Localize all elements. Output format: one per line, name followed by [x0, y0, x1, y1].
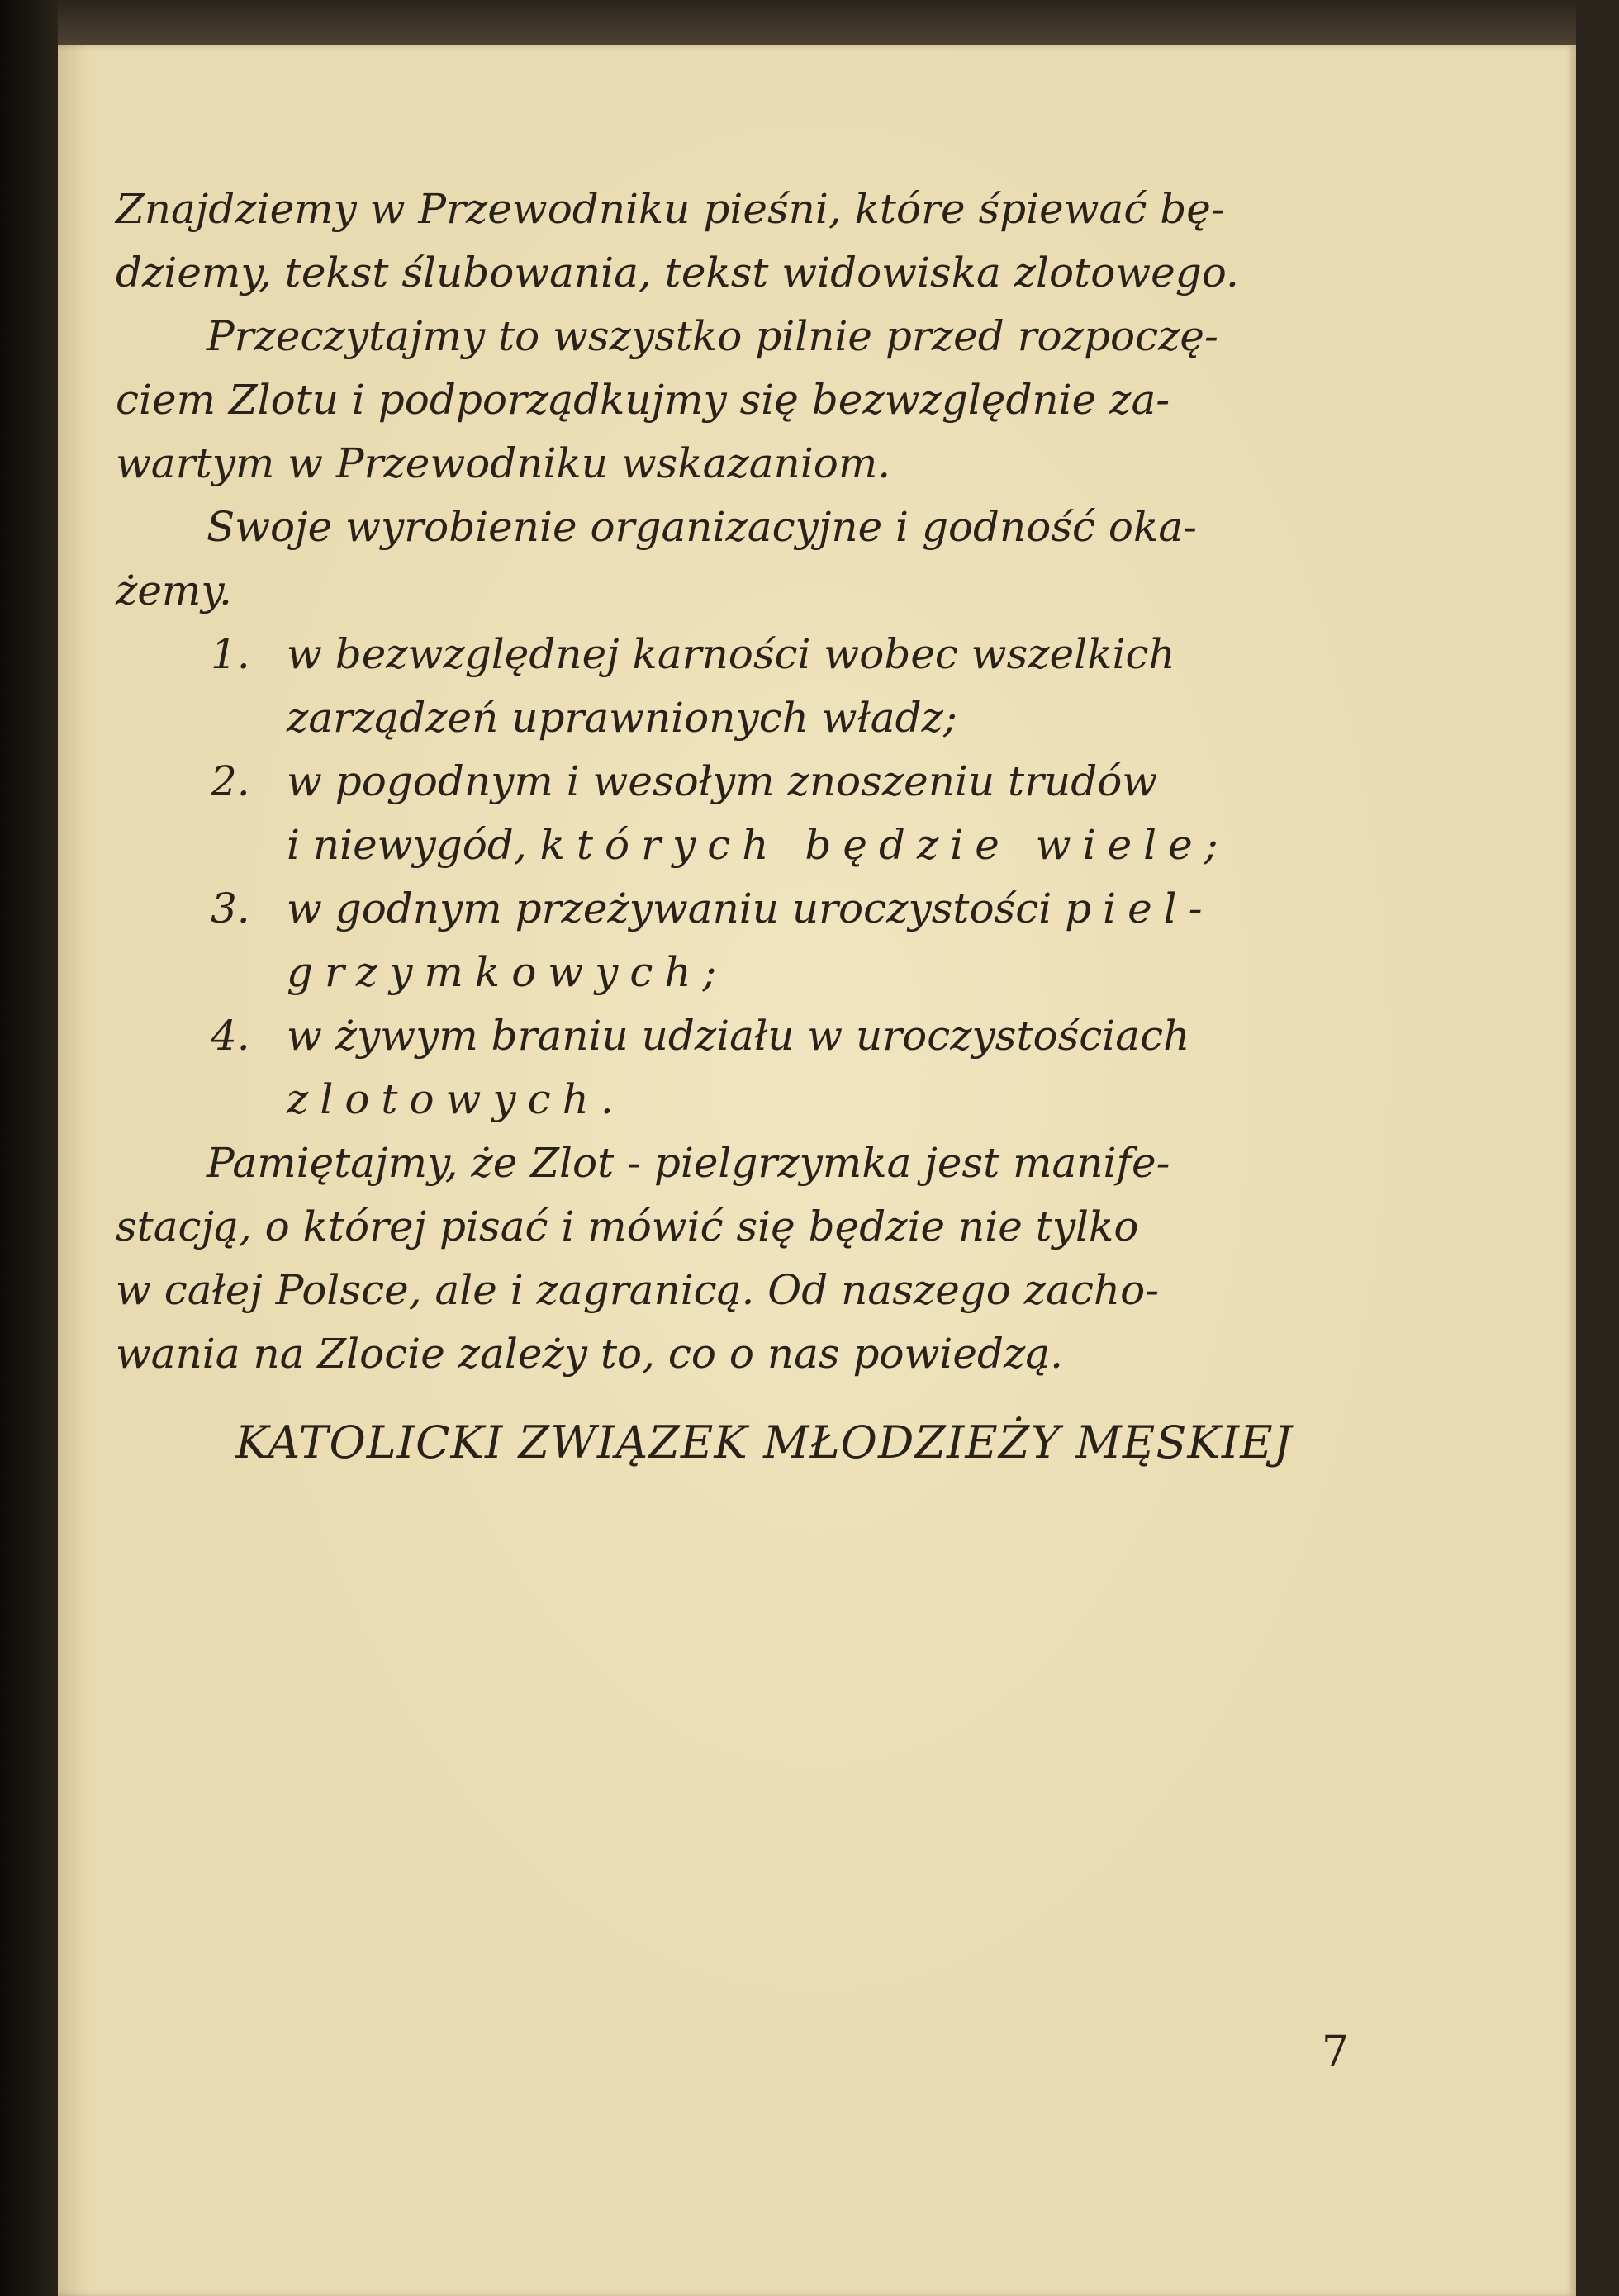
text-line: ciem Zlotu i podporządkujmy się bezwzględnie za-: [116, 376, 1170, 424]
text-line: Znajdziemy w Przewodniku pieśni, które śpiewać bę-: [116, 185, 1225, 233]
scan-right-edge: [1576, 0, 1619, 2296]
page-number: 7: [1322, 2028, 1350, 2077]
list-number: 1.: [211, 630, 250, 678]
list-number: 4.: [211, 1012, 250, 1060]
organization-signature: KATOLICKI ZWIĄZEK MŁODZIEŻY MĘSKIEJ: [235, 1416, 1293, 1468]
text-line: dziemy, tekst ślubowania, tekst widowiska zlotowego.: [116, 249, 1239, 296]
list-item-1-continued: zarządzeń uprawnionych władz;: [287, 694, 957, 742]
list-item-1: [116, 623, 1371, 686]
text-line: stacją, o której pisać i mówić się będzie nie tylko: [116, 1203, 1139, 1250]
text-line: wartym w Przewodniku wskazaniom.: [116, 439, 891, 487]
list-number: 3.: [211, 885, 250, 932]
list-text: i niewygód,: [287, 821, 540, 869]
list-item-3: [116, 877, 1371, 941]
list-text: w bezwzględnej karności wobec wszelkich: [287, 630, 1175, 678]
text-line: Pamiętajmy, że Zlot - pielgrzymka jest manife-: [207, 1139, 1170, 1187]
scan-left-edge: [0, 0, 58, 2296]
page-body-text: [116, 178, 1371, 1386]
list-item-4: [116, 1004, 1371, 1068]
list-item-2-continued: [116, 814, 1371, 877]
list-text: w pogodnym i wesołym znoszeniu trudów: [287, 757, 1158, 805]
list-text: w żywym braniu udziału w uroczystościach: [287, 1012, 1190, 1060]
list-item-2: [116, 750, 1371, 814]
text-line: wania na Zlocie zależy to, co o nas powiedzą.: [116, 1330, 1064, 1378]
list-item-4-continued: zlotowych.: [287, 1075, 625, 1123]
scan-top-edge: [58, 0, 1576, 45]
spaced-emphasis-text: piel-: [1065, 885, 1214, 932]
list-text: w godnym przeżywaniu uroczystości: [287, 885, 1066, 932]
list-number: 2.: [211, 757, 250, 805]
text-line: Swoje wyrobienie organizacyjne i godność oka-: [207, 503, 1198, 551]
text-line: w całej Polsce, ale i zagranicą. Od naszego zacho-: [116, 1266, 1160, 1314]
text-line: żemy.: [116, 567, 232, 614]
list-item-3-continued: grzymkowych;: [287, 948, 729, 996]
spaced-emphasis-text: których będzie wiele;: [539, 821, 1230, 869]
text-line: Przeczytajmy to wszystko pilnie przed rozpoczę-: [207, 312, 1218, 360]
